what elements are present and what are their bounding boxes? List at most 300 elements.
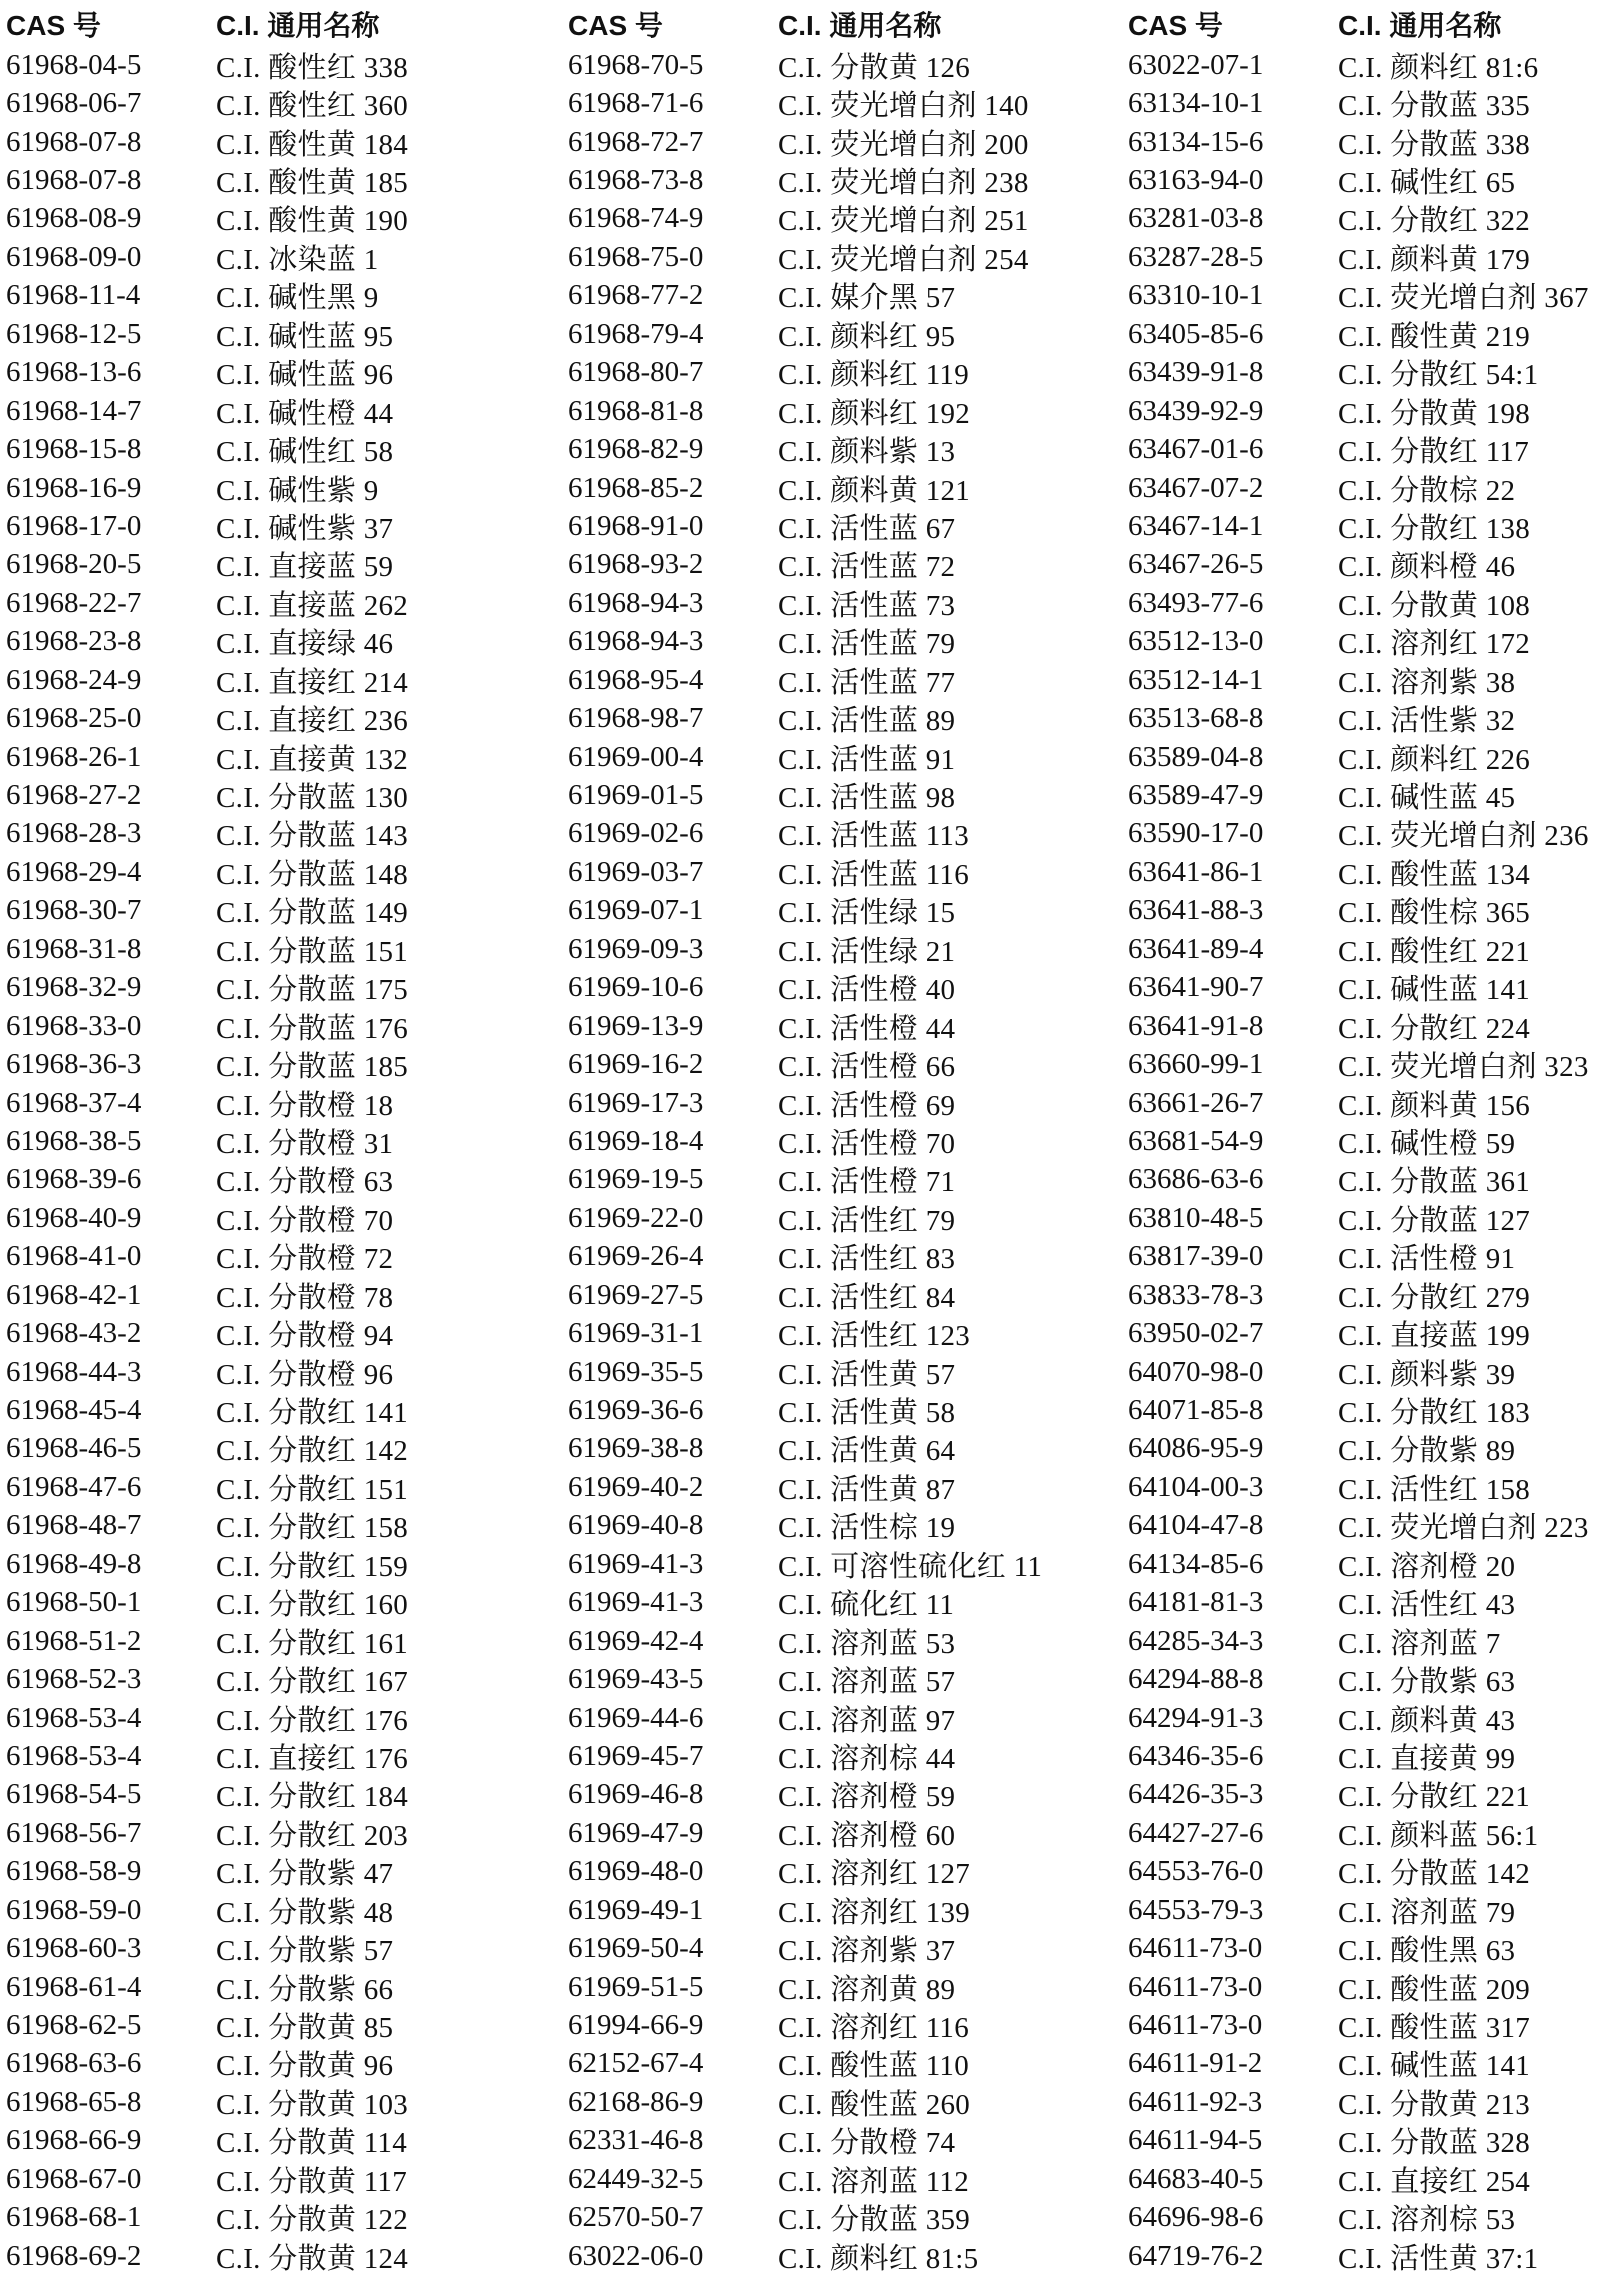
ci-generic-name: C.I. 酸性黑 63: [1338, 1935, 1516, 1968]
ci-generic-name: C.I. 酸性蓝 317: [1338, 2012, 1531, 2045]
table-row: [6, 200, 546, 238]
cas-number: 64294-88-8: [1128, 1663, 1264, 1696]
cas-number: 64181-81-3: [1128, 1586, 1264, 1619]
ci-generic-name: C.I. 荧光增白剂 236: [1338, 820, 1589, 853]
cas-number: 61969-47-9: [568, 1816, 704, 1849]
table-row: [1128, 1545, 1618, 1583]
table-row: [1128, 315, 1618, 353]
table-row: [568, 969, 1108, 1007]
table-body: [568, 46, 1108, 2275]
table-row: [6, 776, 546, 814]
cas-number: 61968-33-0: [6, 1009, 142, 1042]
table-row: [568, 1161, 1108, 1199]
cas-number: 64346-35-6: [1128, 1739, 1264, 1772]
table-panel-3: [1128, 0, 1618, 2275]
ci-generic-name: C.I. 分散紫 63: [1338, 1666, 1516, 1699]
ci-generic-name: C.I. 活性蓝 89: [778, 705, 956, 738]
table-row: [1128, 2122, 1618, 2160]
table-row: [6, 1391, 546, 1429]
cas-number: 64134-85-6: [1128, 1547, 1264, 1580]
ci-generic-name: C.I. 荧光增白剂 223: [1338, 1512, 1589, 1545]
cas-number: 61968-14-7: [6, 394, 142, 427]
ci-generic-name: C.I. 溶剂蓝 79: [1338, 1896, 1516, 1929]
header-name: C.I. 通用名称: [216, 10, 380, 41]
table-row: [6, 2160, 546, 2198]
cas-number: 61969-01-5: [568, 779, 704, 812]
ci-generic-name: C.I. 分散橙 18: [216, 1089, 394, 1122]
ci-generic-name: C.I. 直接红 214: [216, 666, 409, 699]
cas-number: 63641-88-3: [1128, 894, 1264, 927]
table-row: [1128, 623, 1618, 661]
ci-generic-name: C.I. 活性黄 58: [778, 1397, 956, 1430]
ci-generic-name: C.I. 分散红 117: [1338, 436, 1530, 469]
table-row: [6, 1430, 546, 1468]
cas-number: 63641-90-7: [1128, 971, 1264, 1004]
cas-number: 64719-76-2: [1128, 2239, 1264, 2272]
cas-number: 61968-43-2: [6, 1317, 142, 1350]
table-row: [568, 892, 1108, 930]
cas-number: 61968-47-6: [6, 1470, 142, 1503]
ci-generic-name: C.I. 酸性黄 190: [216, 205, 409, 238]
table-row: [6, 1853, 546, 1891]
ci-generic-name: C.I. 活性紫 32: [1338, 705, 1516, 738]
cas-number: 61968-79-4: [568, 317, 704, 350]
ci-generic-name: C.I. 活性蓝 79: [778, 628, 956, 661]
table-body: [6, 46, 546, 2275]
ci-generic-name: C.I. 颜料红 95: [778, 320, 956, 353]
ci-generic-name: C.I. 活性红 83: [778, 1243, 956, 1276]
ci-generic-name: C.I. 活性蓝 73: [778, 589, 956, 622]
table-row: [1128, 1584, 1618, 1622]
cas-number: 61968-11-4: [6, 279, 141, 312]
ci-generic-name: C.I. 活性橙 66: [778, 1051, 956, 1084]
ci-generic-name: C.I. 分散橙 74: [778, 2127, 956, 2160]
table-row: [6, 1891, 546, 1929]
cas-number: 61968-06-7: [6, 87, 142, 120]
ci-generic-name: C.I. 颜料橙 46: [1338, 551, 1516, 584]
cas-number: 61968-22-7: [6, 586, 142, 619]
ci-generic-name: C.I. 活性绿 15: [778, 897, 956, 930]
ci-generic-name: C.I. 颜料蓝 56:1: [1338, 1819, 1539, 1852]
ci-generic-name: C.I. 碱性紫 9: [216, 474, 379, 507]
table-row: [1128, 1391, 1618, 1429]
cas-number: 61969-09-3: [568, 932, 704, 965]
ci-generic-name: C.I. 直接蓝 262: [216, 589, 409, 622]
header-cas: CAS 号: [568, 10, 663, 41]
cas-number: 61968-81-8: [568, 394, 704, 427]
cas-number: 61968-62-5: [6, 2009, 142, 2042]
cas-number: 64427-27-6: [1128, 1816, 1264, 1849]
header-name: C.I. 通用名称: [1338, 10, 1502, 41]
ci-generic-name: C.I. 分散蓝 328: [1338, 2127, 1531, 2160]
cas-number: 63641-89-4: [1128, 932, 1264, 965]
header-cas: CAS 号: [6, 10, 101, 41]
cas-number: 61968-93-2: [568, 548, 704, 581]
ci-generic-name: C.I. 分散橙 96: [216, 1358, 394, 1391]
cas-number: 63439-91-8: [1128, 356, 1264, 389]
cas-number: 63022-06-0: [568, 2239, 704, 2272]
table-row: [1128, 699, 1618, 737]
table-row: [568, 699, 1108, 737]
ci-generic-name: C.I. 酸性棕 365: [1338, 897, 1531, 930]
ci-generic-name: C.I. 碱性蓝 141: [1338, 2050, 1531, 2083]
ci-generic-name: C.I. 活性蓝 77: [778, 666, 956, 699]
ci-generic-name: C.I. 直接红 236: [216, 705, 409, 738]
table-header: [6, 0, 546, 46]
ci-generic-name: C.I. 分散黄 108: [1338, 589, 1531, 622]
cas-number: 61968-25-0: [6, 702, 142, 735]
cas-number: 61968-91-0: [568, 509, 704, 542]
cas-number: 61968-59-0: [6, 1893, 142, 1926]
ci-generic-name: C.I. 分散紫 66: [216, 1973, 394, 2006]
ci-generic-name: C.I. 活性橙 44: [778, 1012, 956, 1045]
cas-number: 63022-07-1: [1128, 48, 1264, 81]
ci-generic-name: C.I. 溶剂红 116: [778, 2012, 970, 2045]
cas-number: 64104-47-8: [1128, 1509, 1264, 1542]
table-row: [6, 354, 546, 392]
ci-generic-name: C.I. 直接黄 99: [1338, 1742, 1516, 1775]
cas-number: 61968-20-5: [6, 548, 142, 581]
ci-generic-name: C.I. 分散橙 72: [216, 1243, 394, 1276]
table-row: [1128, 930, 1618, 968]
ci-generic-name: C.I. 分散蓝 130: [216, 782, 409, 815]
ci-generic-name: C.I. 荧光增白剂 251: [778, 205, 1029, 238]
ci-generic-name: C.I. 溶剂紫 37: [778, 1935, 956, 1968]
cas-number: 61968-72-7: [568, 125, 704, 158]
cas-number: 61969-40-2: [568, 1470, 704, 1503]
table-row: [568, 1507, 1108, 1545]
cas-number: 64611-73-0: [1128, 1932, 1263, 1965]
table-row: [568, 1929, 1108, 1967]
ci-generic-name: C.I. 分散蓝 176: [216, 1012, 409, 1045]
ci-generic-name: C.I. 分散红 322: [1338, 205, 1531, 238]
ci-generic-name: C.I. 活性蓝 91: [778, 743, 956, 776]
ci-generic-name: C.I. 溶剂棕 53: [1338, 2204, 1516, 2237]
cas-number: 61968-53-4: [6, 1701, 142, 1734]
table-row: [6, 1699, 546, 1737]
ci-generic-name: C.I. 直接蓝 59: [216, 551, 394, 584]
table-row: [1128, 661, 1618, 699]
ci-generic-name: C.I. 分散蓝 127: [1338, 1204, 1531, 1237]
ci-generic-name: C.I. 分散红 158: [216, 1512, 409, 1545]
table-row: [6, 123, 546, 161]
table-row: [568, 546, 1108, 584]
cas-number: 61969-31-1: [568, 1317, 704, 1350]
table-row: [568, 584, 1108, 622]
ci-generic-name: C.I. 溶剂红 172: [1338, 628, 1531, 661]
cas-number: 61968-41-0: [6, 1240, 142, 1273]
cas-number: 61968-26-1: [6, 740, 142, 773]
cas-number: 61969-00-4: [568, 740, 704, 773]
cas-number: 61968-32-9: [6, 971, 142, 1004]
table-row: [6, 2122, 546, 2160]
table-row: [568, 623, 1108, 661]
table-header: [1128, 0, 1618, 46]
table-row: [6, 277, 546, 315]
cas-number: 62570-50-7: [568, 2201, 704, 2234]
ci-generic-name: C.I. 荧光增白剂 254: [778, 243, 1029, 276]
ci-generic-name: C.I. 颜料黄 121: [778, 474, 971, 507]
ci-generic-name: C.I. 分散棕 22: [1338, 474, 1516, 507]
ci-generic-name: C.I. 溶剂紫 38: [1338, 666, 1516, 699]
table-row: [1128, 1468, 1618, 1506]
ci-generic-name: C.I. 分散橙 31: [216, 1127, 394, 1160]
table-row: [568, 238, 1108, 276]
ci-generic-name: C.I. 颜料红 226: [1338, 743, 1531, 776]
ci-generic-name: C.I. 分散蓝 142: [1338, 1858, 1531, 1891]
cas-number: 62152-67-4: [568, 2047, 704, 2080]
table-row: [568, 430, 1108, 468]
cas-number: 64071-85-8: [1128, 1394, 1264, 1427]
table-row: [568, 507, 1108, 545]
cas-number: 64070-98-0: [1128, 1355, 1264, 1388]
cas-number: 61969-07-1: [568, 894, 704, 927]
table-row: [1128, 1199, 1618, 1237]
ci-generic-name: C.I. 碱性橙 59: [1338, 1127, 1516, 1160]
cas-number: 61968-36-3: [6, 1048, 142, 1081]
table-row: [568, 1353, 1108, 1391]
ci-generic-name: C.I. 溶剂蓝 7: [1338, 1627, 1501, 1660]
table-row: [6, 1353, 546, 1391]
ci-generic-name: C.I. 分散红 142: [216, 1435, 409, 1468]
cas-number: 61968-17-0: [6, 509, 142, 542]
table-row: [568, 1545, 1108, 1583]
table-row: [6, 623, 546, 661]
table-row: [6, 2083, 546, 2121]
ci-generic-name: C.I. 分散红 183: [1338, 1397, 1531, 1430]
ci-generic-name: C.I. 酸性蓝 134: [1338, 858, 1531, 891]
ci-generic-name: C.I. 碱性橙 44: [216, 397, 394, 430]
table-row: [1128, 1968, 1618, 2006]
ci-generic-name: C.I. 活性黄 57: [778, 1358, 956, 1391]
cas-number: 64611-92-3: [1128, 2085, 1263, 2118]
table-row: [568, 1045, 1108, 1083]
cas-number: 64086-95-9: [1128, 1432, 1264, 1465]
cas-number: 61969-42-4: [568, 1624, 704, 1657]
ci-generic-name: C.I. 分散蓝 361: [1338, 1166, 1531, 1199]
ci-generic-name: C.I. 硫化红 11: [778, 1589, 955, 1622]
cas-number: 61968-70-5: [568, 48, 704, 81]
cas-number: 64611-94-5: [1128, 2124, 1263, 2157]
table-row: [568, 2160, 1108, 2198]
table-row: [1128, 238, 1618, 276]
ci-generic-name: C.I. 颜料紫 39: [1338, 1358, 1516, 1391]
table-row: [1128, 546, 1618, 584]
ci-generic-name: C.I. 分散红 221: [1338, 1781, 1531, 1814]
ci-generic-name: C.I. 直接黄 132: [216, 743, 409, 776]
cas-number: 62168-86-9: [568, 2085, 704, 2118]
cas-number: 61969-03-7: [568, 855, 704, 888]
cas-number: 61968-95-4: [568, 663, 704, 696]
ci-generic-name: C.I. 分散红 160: [216, 1589, 409, 1622]
cas-number: 61968-94-3: [568, 625, 704, 658]
table-row: [1128, 84, 1618, 122]
ci-generic-name: C.I. 分散蓝 151: [216, 935, 409, 968]
table-row: [6, 1199, 546, 1237]
ci-generic-name: C.I. 冰染蓝 1: [216, 243, 379, 276]
ci-generic-name: C.I. 活性黄 87: [778, 1473, 956, 1506]
cas-number: 61969-17-3: [568, 1086, 704, 1119]
ci-generic-name: C.I. 碱性蓝 96: [216, 359, 394, 392]
table-row: [568, 853, 1108, 891]
table-row: [6, 469, 546, 507]
cas-number: 61969-41-3: [568, 1586, 704, 1619]
ci-generic-name: C.I. 分散黄 114: [216, 2127, 408, 2160]
table-row: [6, 430, 546, 468]
cas-number: 64683-40-5: [1128, 2162, 1264, 2195]
table-row: [568, 354, 1108, 392]
cas-number: 61968-39-6: [6, 1163, 142, 1196]
table-row: [568, 2122, 1108, 2160]
table-row: [1128, 354, 1618, 392]
ci-generic-name: C.I. 溶剂橙 20: [1338, 1550, 1516, 1583]
ci-generic-name: C.I. 溶剂黄 89: [778, 1973, 956, 2006]
ci-generic-name: C.I. 碱性蓝 141: [1338, 974, 1531, 1007]
table-row: [6, 1122, 546, 1160]
ci-generic-name: C.I. 酸性蓝 260: [778, 2088, 971, 2121]
ci-generic-name: C.I. 酸性蓝 209: [1338, 1973, 1531, 2006]
cas-number: 61968-67-0: [6, 2162, 142, 2195]
table-row: [568, 1699, 1108, 1737]
table-row: [6, 546, 546, 584]
table-header: [568, 0, 1108, 46]
table-row: [6, 1007, 546, 1045]
cas-number: 63641-91-8: [1128, 1009, 1264, 1042]
table-row: [1128, 1814, 1618, 1852]
ci-generic-name: C.I. 颜料紫 13: [778, 436, 956, 469]
table-row: [6, 1507, 546, 1545]
table-row: [1128, 200, 1618, 238]
table-row: [1128, 1161, 1618, 1199]
cas-number: 61968-51-2: [6, 1624, 142, 1657]
table-row: [568, 738, 1108, 776]
cas-number: 61968-75-0: [568, 240, 704, 273]
ci-generic-name: C.I. 分散红 161: [216, 1627, 409, 1660]
table-row: [568, 1276, 1108, 1314]
cas-number: 61968-58-9: [6, 1855, 142, 1888]
cas-number: 61969-27-5: [568, 1278, 704, 1311]
ci-generic-name: C.I. 活性橙 70: [778, 1127, 956, 1160]
table-row: [568, 1853, 1108, 1891]
ci-generic-name: C.I. 分散蓝 175: [216, 974, 409, 1007]
cas-number: 61968-80-7: [568, 356, 704, 389]
ci-generic-name: C.I. 分散橙 70: [216, 1204, 394, 1237]
ci-generic-name: C.I. 分散蓝 143: [216, 820, 409, 853]
table-row: [568, 277, 1108, 315]
cas-number: 64696-98-6: [1128, 2201, 1264, 2234]
table-row: [1128, 1045, 1618, 1083]
table-row: [1128, 1238, 1618, 1276]
cas-number: 61969-36-6: [568, 1394, 704, 1427]
cas-number: 63589-47-9: [1128, 779, 1264, 812]
ci-generic-name: C.I. 分散黄 85: [216, 2012, 394, 2045]
table-row: [1128, 892, 1618, 930]
ci-generic-name: C.I. 分散紫 89: [1338, 1435, 1516, 1468]
ci-generic-name: C.I. 碱性红 58: [216, 436, 394, 469]
cas-number: 63281-03-8: [1128, 202, 1264, 235]
ci-generic-name: C.I. 活性红 84: [778, 1281, 956, 1314]
table-row: [6, 1276, 546, 1314]
table-row: [568, 815, 1108, 853]
cas-number: 61968-31-8: [6, 932, 142, 965]
ci-generic-name: C.I. 分散红 138: [1338, 512, 1531, 545]
cas-number: 61968-61-4: [6, 1970, 142, 2003]
cas-number: 61969-26-4: [568, 1240, 704, 1273]
ci-generic-name: C.I. 碱性红 65: [1338, 167, 1516, 200]
cas-number: 63405-85-6: [1128, 317, 1264, 350]
table-row: [568, 1007, 1108, 1045]
table-row: [568, 1814, 1108, 1852]
table-row: [1128, 392, 1618, 430]
ci-generic-name: C.I. 荧光增白剂 140: [778, 90, 1029, 123]
table-row: [1128, 1737, 1618, 1775]
table-row: [6, 84, 546, 122]
ci-generic-name: C.I. 直接红 176: [216, 1742, 409, 1775]
cas-number: 61968-44-3: [6, 1355, 142, 1388]
cas-number: 63512-14-1: [1128, 663, 1264, 696]
ci-generic-name: C.I. 溶剂红 127: [778, 1858, 971, 1891]
ci-generic-name: C.I. 溶剂蓝 112: [778, 2165, 970, 2198]
ci-generic-name: C.I. 分散黄 103: [216, 2088, 409, 2121]
cas-number: 63681-54-9: [1128, 1124, 1264, 1157]
ci-generic-name: C.I. 酸性红 360: [216, 90, 409, 123]
cas-number: 61968-04-5: [6, 48, 142, 81]
table-row: [568, 1584, 1108, 1622]
cas-number: 63439-92-9: [1128, 394, 1264, 427]
cas-number: 61968-77-2: [568, 279, 704, 312]
table-row: [6, 738, 546, 776]
cas-number: 63833-78-3: [1128, 1278, 1264, 1311]
ci-generic-name: C.I. 溶剂蓝 97: [778, 1704, 956, 1737]
ci-generic-name: C.I. 分散红 279: [1338, 1281, 1531, 1314]
cas-number: 61968-73-8: [568, 164, 704, 197]
ci-generic-name: C.I. 碱性蓝 95: [216, 320, 394, 353]
ci-generic-name: C.I. 荧光增白剂 200: [778, 128, 1029, 161]
header-name: C.I. 通用名称: [778, 10, 942, 41]
cas-number: 61968-65-8: [6, 2085, 142, 2118]
table-row: [568, 661, 1108, 699]
cas-number: 61968-50-1: [6, 1586, 142, 1619]
ci-generic-name: C.I. 可溶性硫化红 11: [778, 1550, 1043, 1583]
cas-number: 61969-43-5: [568, 1663, 704, 1696]
table-row: [568, 1199, 1108, 1237]
cas-number: 61968-12-5: [6, 317, 142, 350]
table-row: [568, 1430, 1108, 1468]
cas-number: 61968-69-2: [6, 2239, 142, 2272]
cas-number: 62331-46-8: [568, 2124, 704, 2157]
table-row: [568, 469, 1108, 507]
ci-generic-name: C.I. 颜料红 81:5: [778, 2242, 979, 2275]
cas-number: 63467-07-2: [1128, 471, 1264, 504]
table-row: [568, 2199, 1108, 2237]
ci-generic-name: C.I. 分散红 54:1: [1338, 359, 1539, 392]
table-row: [568, 1468, 1108, 1506]
table-row: [1128, 1776, 1618, 1814]
cas-number: 64611-73-0: [1128, 1970, 1263, 2003]
ci-generic-name: C.I. 活性蓝 116: [778, 858, 970, 891]
table-row: [6, 1660, 546, 1698]
ci-generic-name: C.I. 分散红 159: [216, 1550, 409, 1583]
table-row: [6, 969, 546, 1007]
cas-number: 64426-35-3: [1128, 1778, 1264, 1811]
table-row: [1128, 1353, 1618, 1391]
table-row: [6, 1737, 546, 1775]
ci-generic-name: C.I. 直接绿 46: [216, 628, 394, 661]
cas-number: 61968-42-1: [6, 1278, 142, 1311]
ci-generic-name: C.I. 酸性黄 185: [216, 167, 409, 200]
table-row: [1128, 2006, 1618, 2044]
ci-generic-name: C.I. 分散蓝 149: [216, 897, 409, 930]
